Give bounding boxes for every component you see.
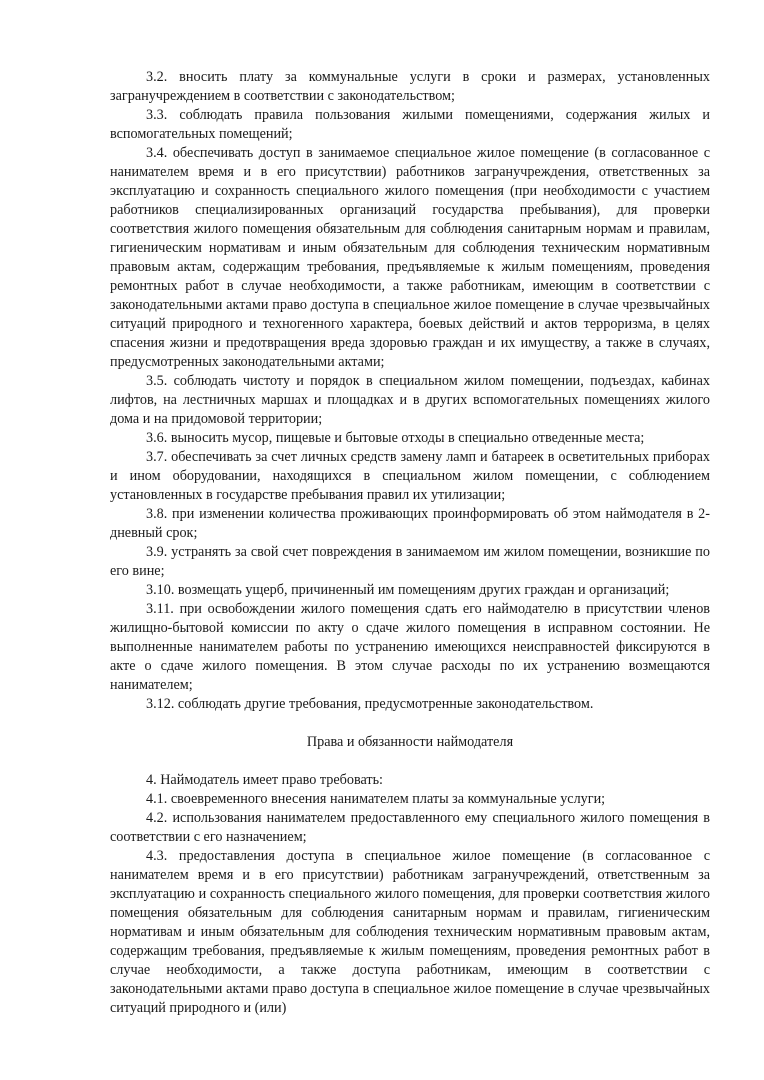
paragraph-3-12: 3.12. соблюдать другие требования, предусмотренные законодательством. <box>146 696 594 712</box>
paragraph-3-11: 3.11. при освобождении жилого помещения сдать его наймодателю в присутствии членов жилищно-бытовой комиссии по акту о сдаче жилого помещения в исправном состоянии. Не выполненные нанимателем работы по устранению имеющихся неисправностей фиксируются в акте о сдаче жилого помещения. В этом случае расходы по их устранению возмещаются нанимателем; <box>110 601 710 693</box>
paragraph-4-1: 4.1. своевременного внесения нанимателем платы за коммунальные услуги; <box>146 791 606 807</box>
paragraph-4-2: 4.2. использования нанимателем предоставленного ему специального жилого помещения в соответствии с его назначением; <box>110 810 710 845</box>
paragraph-3-7: 3.7. обеспечивать за счет личных средств замену ламп и батареек в осветительных приборах и ином оборудовании, находящихся в специальном жилом помещении, с соблюдением установленных в государстве пребывания правил их утилизации; <box>110 449 710 503</box>
paragraph-3-5: 3.5. соблюдать чистоту и порядок в специальном жилом помещении, подъездах, кабинах лифтов, на лестничных маршах и площадках и в других вспомогательных помещениях жилого дома и на придомовой территории; <box>110 373 710 427</box>
section-heading: Права и обязанности наймодателя <box>306 734 514 750</box>
paragraph-3-4: 3.4. обеспечивать доступ в занимаемое специальное жилое помещение (в согласованное с нанимателем время и в его присутствии) работников загранучреждения, ответственных за эксплуатацию и сохранность специального жилого помещения (при необходимости с участием работников специализированных организаций государства пребывания), для проверки соответствия жилого помещения обязательным для соблюдения санитарным нормам и правилам, гигиеническим нормативам и иным обязательным для соблюдения техническим нормативным правовым актам, содержащим требования, предъявляемые к жилым помещениям, проведения ремонтных работ в случае необходимости, а также работникам, имеющим в соответствии с законодательными актами право доступа в специальное жилое помещение в случае чрезвычайных ситуаций природного и техногенного характера, боевых действий и актов терроризма, в целях спасения жизни и предотвращения вреда здоровью граждан и их имуществу, а также в случаях, предусмотренных законодательными актами; <box>110 145 710 370</box>
paragraph-3-10: 3.10. возмещать ущерб, причиненный им помещениям других граждан и организаций; <box>146 582 670 598</box>
paragraph-4: 4. Наймодатель имеет право требовать: <box>146 772 383 788</box>
paragraph-3-6: 3.6. выносить мусор, пищевые и бытовые отходы в специально отведенные места; <box>146 430 645 446</box>
paragraph-3-3: 3.3. соблюдать правила пользования жилыми помещениями, содержания жилых и вспомогательных помещений; <box>110 107 710 142</box>
paragraph-4-3: 4.3. предоставления доступа в специальное жилое помещение (в согласованное с нанимателем время и в его присутствии) работникам загранучреждений, ответственным за эксплуатацию и сохранность специального жилого помещения, для проверки соответствия жилого помещения обязательным для соблюдения санитарным нормам и правилам, гигиеническим нормативам и иным обязательным для соблюдения техническим нормативным правовым актам, содержащим требования, предъявляемые к жилым помещениям, проведения ремонтных работ в случае необходимости, а также доступа работникам, имеющим в соответствии с законодательными актами право доступа в специальное жилое помещение в случае чрезвычайных ситуаций природного и (или) <box>110 848 710 1016</box>
paragraph-3-8: 3.8. при изменении количества проживающих проинформировать об этом наймодателя в 2-дневный срок; <box>110 506 710 541</box>
document-body <box>110 68 710 1018</box>
paragraph-3-2: 3.2. вносить плату за коммунальные услуги в сроки и размерах, установленных загранучреждением в соответствии с законодательством; <box>110 69 710 104</box>
paragraph-3-9: 3.9. устранять за свой счет повреждения в занимаемом им жилом помещении, возникшие по его вине; <box>110 544 710 579</box>
